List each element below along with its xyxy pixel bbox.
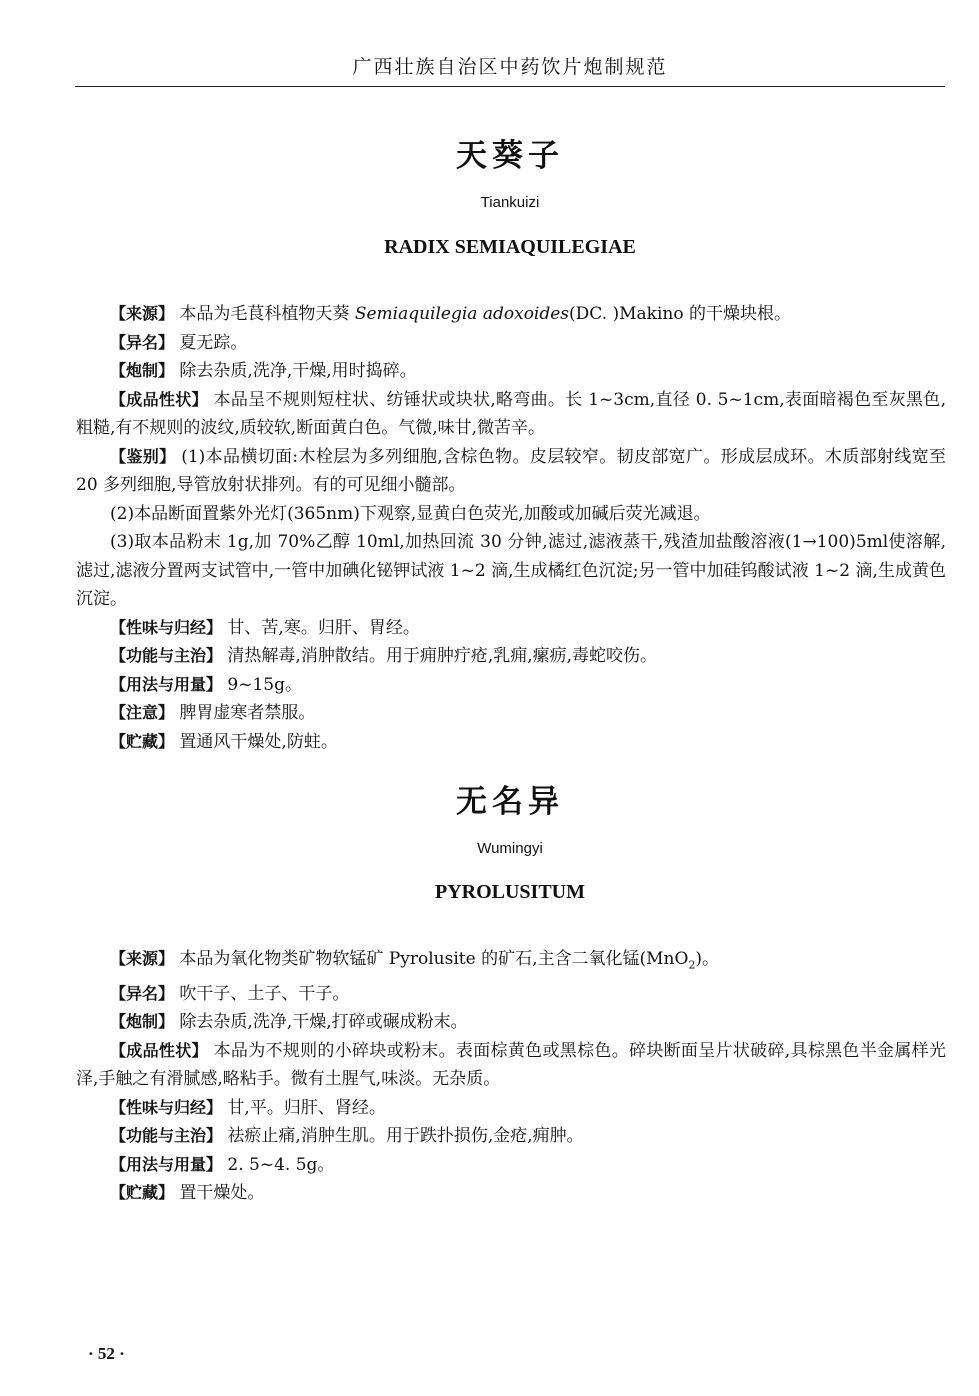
species-name: Semiaquilegia adoxoides bbox=[354, 304, 570, 324]
page-number: · 52 · bbox=[88, 1344, 125, 1363]
entry-1-body bbox=[76, 300, 946, 756]
entry-1-source: 【来源】 本品为毛茛科植物天葵 Semiaquilegia adoxoides(DC. )Makino 的干燥块根。 bbox=[110, 304, 792, 324]
header-rule bbox=[75, 86, 945, 87]
entry-2-pinyin: Wumingyi bbox=[477, 840, 543, 857]
entry-1-nature: 【性味与归经】 甘、苦,寒。归肝、胃经。 bbox=[110, 617, 420, 638]
entry-2-process: 【炮制】 除去杂质,洗净,干燥,打碎或碾成粉末。 bbox=[110, 1012, 468, 1033]
entry-2-title-zh: 无名异 bbox=[456, 784, 564, 820]
source-label: 【来源】 bbox=[110, 304, 175, 323]
entry-1-usage: 【用法与用量】 9~15g。 bbox=[110, 674, 302, 695]
entry-2-usage: 【用法与用量】 2. 5~4. 5g。 bbox=[110, 1154, 335, 1175]
entry-1-ident-1: 【鉴别】 (1)本品横切面:木栓层为多列细胞,含棕色物。皮层较窄。韧皮部宽广。形成层成环。木质部射线宽至 20 多列细胞,导管放射状排列。有的可见细小髓部。 bbox=[76, 446, 946, 495]
entry-2-body bbox=[76, 945, 946, 1208]
entry-1-caution: 【注意】 脾胃虚寒者禁服。 bbox=[110, 703, 316, 723]
entry-1-process: 【炮制】 除去杂质,洗净,干燥,用时捣碎。 bbox=[110, 361, 417, 381]
entry-1-latin-name: RADIX SEMIAQUILEGIAE bbox=[384, 236, 636, 258]
entry-1-ident-2: (2)本品断面置紫外光灯(365nm)下观察,显黄白色荧光,加酸或加碱后荧光减退。 bbox=[110, 503, 711, 524]
entry-2-function: 【功能与主治】 祛瘀止痛,消肿生肌。用于跌扑损伤,金疮,痈肿。 bbox=[110, 1126, 584, 1147]
entry-2-storage: 【贮藏】 置干燥处。 bbox=[110, 1183, 265, 1204]
entry-2-alias: 【异名】 吹干子、土子、干子。 bbox=[110, 983, 350, 1004]
entry-1-alias: 【异名】 夏无踪。 bbox=[110, 332, 248, 353]
running-header: 广西壮族自治区中药饮片炮制规范 bbox=[352, 56, 668, 78]
entry-2-latin-name: PYROLUSITUM bbox=[434, 881, 585, 903]
entry-1-traits: 【成品性状】 本品呈不规则短柱状、纺锤状或块状,略弯曲。长 1~3cm,直径 0. 5~1cm,表面暗褐色至灰黑色,粗糙,有不规则的波纹,质较软,断面黄白色。气微,味甘,微苦辛。 bbox=[76, 389, 946, 438]
entry-2-traits: 【成品性状】 本品为不规则的小碎块或粉末。表面棕黄色或黑棕色。碎块断面呈片状破碎,具棕黑色半金属样光泽,手触之有滑腻感,略粘手。微有土腥气,味淡。无杂质。 bbox=[76, 1040, 946, 1090]
entry-1-function: 【功能与主治】 清热解毒,消肿散结。用于痈肿疔疮,乳痈,瘰疬,毒蛇咬伤。 bbox=[110, 646, 658, 666]
entry-1-pinyin: Tiankuizi bbox=[480, 194, 540, 211]
entry-2-source: 【来源】 本品为氧化物类矿物软锰矿 Pyrolusite 的矿石,主含二氧化锰(MnO$_2$)。 bbox=[110, 949, 720, 972]
entry-1-ident-3: (3)取本品粉末 1g,加 70%乙醇 10ml,加热回流 30 分钟,滤过,滤液蒸干,残渣加盐酸溶液(1→100)5ml使溶解,滤过,滤液分置两支试管中,一管中加碘化铋钾试液 1~2 滴,生成橘红色沉淀;另一管中加硅钨酸试液 1~2 滴,生成黄色沉淀。 bbox=[76, 532, 946, 609]
entry-1-title-zh: 天葵子 bbox=[456, 138, 564, 174]
entry-1-storage: 【贮藏】 置通风干燥处,防蛀。 bbox=[110, 731, 338, 752]
entry-2-nature: 【性味与归经】 甘,平。归肝、肾经。 bbox=[110, 1097, 386, 1118]
